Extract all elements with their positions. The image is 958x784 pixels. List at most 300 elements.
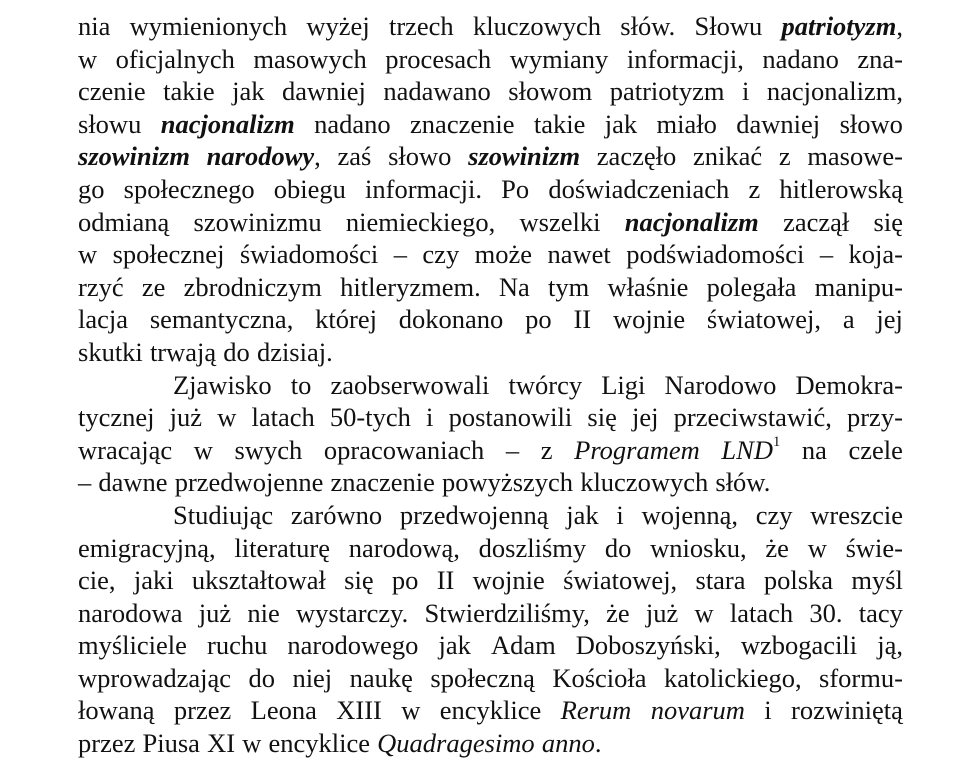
text-line xyxy=(78,10,903,43)
emphasized-word: szowinizm xyxy=(468,141,581,172)
word-text: ruchu xyxy=(207,630,268,661)
word-text: łowaną xyxy=(78,695,155,726)
word-text: II xyxy=(436,565,455,596)
word xyxy=(810,499,903,532)
word xyxy=(173,499,273,532)
word-text: światowej, xyxy=(563,565,678,596)
word-text: zna- xyxy=(857,43,903,74)
word-text: Kościoła xyxy=(552,662,647,693)
word xyxy=(291,369,312,402)
word xyxy=(650,532,746,565)
word-text: latach xyxy=(251,402,315,433)
word-text: znaczenie xyxy=(330,467,435,498)
word xyxy=(291,499,382,532)
word-text: kluczowych xyxy=(472,11,601,41)
word xyxy=(116,43,235,76)
word-text: patriotyzm xyxy=(609,76,725,107)
word xyxy=(161,108,295,141)
word-text: jak xyxy=(232,76,265,107)
word-text: – xyxy=(393,239,407,270)
word-text: z xyxy=(748,173,761,204)
word-text: do xyxy=(223,336,250,367)
word-text: przez xyxy=(173,695,232,726)
word xyxy=(78,75,146,108)
word-text: wojnie xyxy=(612,304,686,335)
word-text: świe- xyxy=(845,532,903,563)
word-text: masowe- xyxy=(807,141,903,172)
word-text: odmianą xyxy=(78,206,170,237)
word-text: dzisiaj. xyxy=(256,336,333,367)
word xyxy=(194,434,213,467)
word-text: dawniej xyxy=(736,108,821,139)
word xyxy=(422,238,459,271)
word-text: przedwojenną xyxy=(399,499,549,530)
word-text: zbrodniczym xyxy=(183,271,322,302)
text-line xyxy=(78,629,903,662)
word xyxy=(693,140,762,173)
word xyxy=(695,597,714,630)
word-text: słów. xyxy=(620,11,676,41)
text-line xyxy=(78,499,903,532)
word-text: nie xyxy=(247,597,280,628)
text-line xyxy=(78,336,903,369)
word-text: miało xyxy=(656,108,717,139)
word xyxy=(608,271,689,304)
word-text: informacji. xyxy=(365,173,483,204)
word-text: procesach xyxy=(385,43,492,74)
word xyxy=(174,694,231,727)
word-text: zaobserwowali xyxy=(330,369,490,400)
word xyxy=(314,108,391,141)
word xyxy=(479,532,586,565)
text-line xyxy=(78,303,903,336)
footnote-marker: 1 xyxy=(772,433,781,450)
word xyxy=(808,532,827,565)
word-text: niemieckiego, xyxy=(345,206,496,237)
word-text: narodowa xyxy=(78,597,183,628)
word-text: czy xyxy=(422,239,460,270)
word xyxy=(795,369,902,402)
word-text: wracając xyxy=(78,434,173,465)
word-text: w xyxy=(217,402,237,433)
word xyxy=(748,173,760,206)
word-text: Na xyxy=(498,271,530,302)
word-text: twórcy xyxy=(508,369,583,400)
word xyxy=(365,173,482,206)
document-page xyxy=(78,10,903,760)
word xyxy=(756,499,793,532)
word-text: światowej, xyxy=(706,304,821,335)
word xyxy=(330,369,489,402)
word-text: wreszcie xyxy=(810,499,903,530)
text-line xyxy=(78,662,903,695)
word-text: XI xyxy=(207,728,236,759)
word xyxy=(349,532,460,565)
word xyxy=(475,238,532,271)
word xyxy=(439,629,471,662)
word xyxy=(642,499,738,532)
word-text: do xyxy=(248,662,275,693)
word-text: Demokra- xyxy=(795,369,903,400)
word-text: emigracyjną, xyxy=(78,532,216,563)
word-text: ją, xyxy=(877,630,903,661)
word-text: jak xyxy=(566,499,599,530)
word xyxy=(552,662,646,695)
word xyxy=(78,238,97,271)
word-text: wprowadzając xyxy=(78,662,232,693)
word-text: 30. xyxy=(809,597,843,628)
emphasized-word: nacjonalizm xyxy=(624,206,759,237)
word-text: koja- xyxy=(848,239,903,270)
word xyxy=(78,10,110,43)
word xyxy=(849,434,903,467)
word xyxy=(625,206,759,239)
word-text: trzech xyxy=(388,11,454,41)
word xyxy=(520,206,601,239)
text-line xyxy=(78,727,903,760)
word-text: nacjonalizm, xyxy=(766,76,903,107)
word xyxy=(78,271,124,304)
paragraph xyxy=(78,369,903,499)
word-text: że xyxy=(765,532,789,563)
word xyxy=(764,694,771,727)
word xyxy=(613,303,685,336)
emphasized-word: nacjonalizm xyxy=(160,108,295,139)
word xyxy=(232,75,264,108)
emphasized-word: Programem xyxy=(574,434,700,465)
word-text: nia xyxy=(78,11,111,41)
word-text: podświadomości xyxy=(626,239,805,270)
word xyxy=(674,401,832,434)
word-text: wymiany xyxy=(509,43,609,74)
word-text: z xyxy=(778,141,791,172)
word-text: nadano xyxy=(762,43,839,74)
word xyxy=(170,401,202,434)
word-text: jaki xyxy=(133,565,174,596)
word xyxy=(207,629,267,662)
word-text: niej xyxy=(292,662,333,693)
text-line xyxy=(78,206,903,239)
word xyxy=(541,434,553,467)
word xyxy=(330,466,434,499)
text-line xyxy=(78,532,903,565)
word xyxy=(820,238,833,271)
word xyxy=(548,271,589,304)
word-text: – xyxy=(505,434,520,465)
word-text: zaś xyxy=(337,141,372,172)
word-text: latach xyxy=(729,597,794,628)
word-text: że xyxy=(606,597,630,628)
word xyxy=(657,108,717,141)
word xyxy=(324,434,484,467)
word xyxy=(468,140,580,173)
text-line xyxy=(78,694,903,727)
word xyxy=(574,434,700,467)
emphasized-word: Rerum xyxy=(560,695,632,726)
word-text: jej xyxy=(876,304,903,335)
word xyxy=(78,140,190,173)
word-text: XIII xyxy=(336,695,382,726)
word xyxy=(223,336,250,369)
text-line xyxy=(78,173,903,206)
word xyxy=(400,499,549,532)
word xyxy=(124,173,255,206)
paragraph xyxy=(78,10,903,369)
word xyxy=(851,564,903,597)
word xyxy=(561,694,632,727)
text-line xyxy=(78,140,903,173)
word xyxy=(741,629,857,662)
word-text: cie, xyxy=(78,565,116,596)
word-text: katolickiego, xyxy=(663,662,802,693)
word xyxy=(764,564,833,597)
word-text: jak xyxy=(438,630,471,661)
word xyxy=(715,466,770,499)
word-text: zarówno xyxy=(290,499,383,530)
word xyxy=(791,694,903,727)
word xyxy=(78,564,116,597)
word-text: II xyxy=(573,304,592,335)
word xyxy=(696,564,746,597)
word xyxy=(78,173,105,206)
word xyxy=(762,43,839,76)
text-line xyxy=(78,43,903,76)
word xyxy=(632,401,659,434)
word xyxy=(491,629,556,662)
word xyxy=(576,629,721,662)
word-text: społecznego xyxy=(123,173,255,204)
word xyxy=(234,532,330,565)
word xyxy=(199,597,231,630)
word xyxy=(616,499,623,532)
word xyxy=(534,108,586,141)
word xyxy=(163,75,215,108)
word-text: w xyxy=(242,728,262,759)
word-text: społeczną xyxy=(430,662,535,693)
word xyxy=(150,303,293,336)
word-text: słów. xyxy=(715,467,771,498)
word-text: Doboszyński, xyxy=(575,630,721,661)
word xyxy=(876,303,903,336)
word xyxy=(78,108,141,141)
word-text: szowinizmu xyxy=(193,206,322,237)
word-text: się xyxy=(344,565,374,596)
word xyxy=(306,10,369,43)
word-text: Narodowo xyxy=(664,369,777,400)
word-text: obiegu xyxy=(273,173,346,204)
word xyxy=(330,401,411,434)
word xyxy=(627,43,744,76)
word xyxy=(809,597,842,630)
word-text: i xyxy=(764,695,772,726)
word-text: czy xyxy=(755,499,793,530)
text-line xyxy=(78,108,903,141)
word-text: masowych xyxy=(253,43,367,74)
word xyxy=(765,532,789,565)
word-text: polska xyxy=(763,565,834,596)
word-text: skutki xyxy=(78,336,143,367)
word xyxy=(779,140,791,173)
word-text: nadano xyxy=(314,108,391,139)
text-line xyxy=(78,564,903,597)
word xyxy=(779,173,903,206)
word-text: takie xyxy=(163,76,215,107)
word-text: i xyxy=(616,499,624,530)
word-text: polegała xyxy=(706,271,797,302)
word xyxy=(440,694,542,727)
word xyxy=(846,532,903,565)
word xyxy=(742,75,749,108)
word-text: Piusa xyxy=(142,728,200,759)
word xyxy=(646,597,678,630)
word xyxy=(235,434,303,467)
word xyxy=(626,238,804,271)
word xyxy=(620,10,675,43)
word xyxy=(257,336,333,369)
word xyxy=(78,597,183,630)
word xyxy=(782,10,903,43)
word-text: tacy xyxy=(858,597,903,628)
word-text: wyżej xyxy=(306,11,370,41)
word xyxy=(566,499,598,532)
word xyxy=(819,662,903,695)
word xyxy=(78,532,216,565)
word-text: hitleryzmem. xyxy=(340,271,481,302)
word-text: wojnie xyxy=(472,565,545,596)
word xyxy=(207,727,235,760)
word-text: Stwierdziliśmy, xyxy=(424,597,590,628)
word xyxy=(78,303,128,336)
word-text: w xyxy=(193,434,213,465)
word xyxy=(525,303,552,336)
word xyxy=(338,140,372,173)
word-text: sformu- xyxy=(819,662,903,693)
word-text: Studiując xyxy=(173,499,274,530)
word-text: po xyxy=(525,304,552,335)
emphasized-word: patriotyzm xyxy=(781,11,897,41)
word xyxy=(98,466,167,499)
word xyxy=(247,597,279,630)
word-text: po xyxy=(391,565,419,596)
word-text: wojenną, xyxy=(641,499,738,530)
word-text: Adam xyxy=(490,630,556,661)
word xyxy=(134,564,174,597)
word-text: zaczęło xyxy=(596,141,677,172)
word-text: dawne xyxy=(98,467,168,498)
word xyxy=(499,271,530,304)
word xyxy=(274,173,346,206)
word-text: tym xyxy=(548,271,590,302)
word-text: w xyxy=(78,239,98,270)
word-text: właśnie xyxy=(607,271,689,302)
word-text: zaczął xyxy=(783,206,850,237)
word xyxy=(184,271,322,304)
word xyxy=(437,564,455,597)
word xyxy=(859,597,903,630)
word xyxy=(340,271,481,304)
word-text: informacji, xyxy=(626,43,744,74)
punctuation: , xyxy=(314,141,321,172)
word xyxy=(510,43,609,76)
word-text: Ligi xyxy=(601,369,646,400)
word-text: czele xyxy=(848,434,903,465)
word-text: słowo xyxy=(839,108,903,139)
word xyxy=(252,401,315,434)
emphasized-word: anno xyxy=(541,728,595,759)
word xyxy=(721,434,780,467)
word-text: wniosku, xyxy=(650,532,747,563)
word xyxy=(849,238,903,271)
word-text: już xyxy=(169,402,203,433)
text-line xyxy=(78,369,903,402)
word-text: jej xyxy=(631,402,659,433)
word xyxy=(383,75,490,108)
word xyxy=(388,140,451,173)
word-text: tycznej xyxy=(78,402,155,433)
word xyxy=(192,564,326,597)
word xyxy=(175,466,324,499)
word-text: ukształtował xyxy=(191,565,326,596)
word-text: przez xyxy=(78,728,136,759)
word-text: w xyxy=(78,43,98,74)
word xyxy=(783,206,849,239)
word-text: w xyxy=(807,532,827,563)
word xyxy=(548,238,611,271)
word-text: narodowego xyxy=(287,630,419,661)
word-text: literaturę xyxy=(234,532,330,563)
word xyxy=(442,466,573,499)
word xyxy=(377,727,535,760)
word xyxy=(207,140,321,173)
word xyxy=(730,597,793,630)
word xyxy=(430,662,534,695)
word xyxy=(292,662,332,695)
emphasized-word: LND xyxy=(721,434,773,465)
word xyxy=(473,10,601,43)
text-line xyxy=(78,271,903,304)
word xyxy=(573,303,591,336)
word-text: słowu xyxy=(78,108,142,139)
word xyxy=(707,271,797,304)
word xyxy=(346,206,495,239)
word-text: lacja xyxy=(78,304,129,335)
word xyxy=(78,401,155,434)
word xyxy=(587,401,616,434)
word-text: znikać xyxy=(692,141,763,172)
word xyxy=(78,434,172,467)
word xyxy=(78,694,155,727)
word-text: się xyxy=(873,206,903,237)
emphasized-word: Quadragesimo xyxy=(377,728,535,759)
word xyxy=(605,532,632,565)
word xyxy=(78,206,169,239)
word-text: Po xyxy=(501,173,530,204)
word xyxy=(143,727,200,760)
word-text: się xyxy=(587,402,617,433)
word-text: wszelki xyxy=(519,206,601,237)
word-text: 50-tych xyxy=(329,402,411,433)
word xyxy=(242,727,261,760)
word xyxy=(78,727,135,760)
word-text: społecznej xyxy=(112,239,225,270)
word-text: w xyxy=(694,597,714,628)
text-line xyxy=(78,597,903,630)
word xyxy=(664,662,802,695)
word xyxy=(857,43,903,76)
word-text: doświadczeniach xyxy=(548,173,730,204)
word xyxy=(385,43,491,76)
word xyxy=(843,303,855,336)
